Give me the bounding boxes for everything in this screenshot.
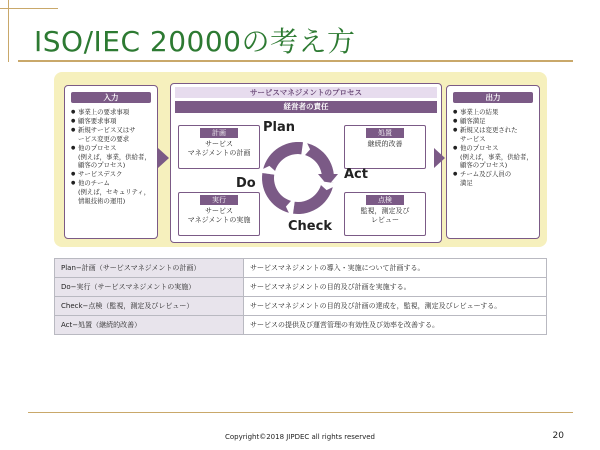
input-list-item: 顧客のプロセス) [78,161,126,170]
output-list-item: ● 他のプロセス [453,144,535,153]
cycle-label-do: Do [236,176,256,191]
corner-decoration-horizontal [0,8,58,9]
output-list-item: ● チーム及び人員の [453,170,535,179]
input-list [71,108,153,206]
output-list-item: ● 顧客満足 [453,117,535,126]
output-list-item: 顧客のプロセス) [460,161,508,170]
do-box-header: 実行 [200,195,238,205]
cycle-label-check: Check [288,219,332,234]
input-header: 入力 [71,92,151,103]
input-list-item: ● サービスデスク [71,170,153,179]
act-box [344,125,426,169]
footer-divider [28,412,573,413]
process-title: サービスマネジメントのプロセス [175,87,437,98]
output-arrow-icon [434,148,445,168]
check-box-header: 点検 [366,195,404,205]
pdca-cycle-icon [256,136,340,220]
input-list-item: ● 事業上の要求事項 [71,108,153,117]
table-row-label: Act−処置（継続的改善） [55,316,244,335]
output-list-item: ● 新規又は変更された [453,126,535,135]
table-row [55,316,547,335]
output-list [453,108,535,188]
table-row-label: Check−点検（監視，測定及びレビュー） [55,297,244,316]
title-divider [18,60,573,62]
plan-box [178,125,260,169]
cycle-label-act: Act [344,167,368,182]
input-list-item: ● 他のプロセス [71,144,153,153]
plan-box-body: サービス マネジメントの計画 [187,140,251,157]
corner-decoration-vertical [8,0,9,62]
page-number: 20 [552,431,564,441]
table-row [55,297,547,316]
plan-box-header: 計画 [200,128,238,138]
table-row-label: Do−実行（サービスマネジメントの実施） [55,278,244,297]
output-list-item: サービス [460,134,486,143]
do-box [178,192,260,236]
check-box [344,192,426,236]
table-row-description: サービスマネジメントの目的及び計画を実施する。 [244,278,547,297]
output-list-item: 満足 [460,179,473,188]
output-list-item: (例えば，事業，供給者， [460,152,533,161]
slide-title: ISO/IEC 20000の考え方 [34,25,356,58]
cycle-label-plan: Plan [263,120,296,135]
output-header: 出力 [453,92,533,103]
table-row [55,278,547,297]
input-arrow-icon [158,148,169,168]
input-list-item: ● 顧客要求事項 [71,117,153,126]
input-list-item: 情報技術の運用) [78,197,126,206]
pdca-description-table [54,258,547,335]
input-list-item: (例えば，セキュリティ， [78,188,151,197]
table-row [55,259,547,278]
act-box-body: 継続的改善 [367,140,403,148]
input-box [64,85,158,239]
input-list-item: (例えば，事業，供給者， [78,152,151,161]
table-row-label: Plan−計画（サービスマネジメントの計画） [55,259,244,278]
input-list-item: ービス変更の要求 [78,134,130,143]
copyright-footer: Copyright©2018 JIPDEC all rights reserved [225,433,375,441]
output-box [446,85,540,239]
table-row-description: サービスマネジメントの目的及び計画の達成を，監視，測定及びレビューする。 [244,297,547,316]
management-responsibility-bar: 経営者の責任 [175,101,437,113]
input-list-item: ● 新規サービス又はサ [71,126,153,135]
check-box-body: 監視，測定及び レビュー [360,207,410,224]
input-list-item: ● 他のチーム [71,179,153,188]
table-row-description: サービスの提供及び運営管理の有効性及び効率を改善する。 [244,316,547,335]
table-row-description: サービスマネジメントの導入・実施について計画する。 [244,259,547,278]
do-box-body: サービス マネジメントの実施 [187,207,251,224]
output-list-item: ● 事業上の結果 [453,108,535,117]
act-box-header: 処置 [366,128,404,138]
